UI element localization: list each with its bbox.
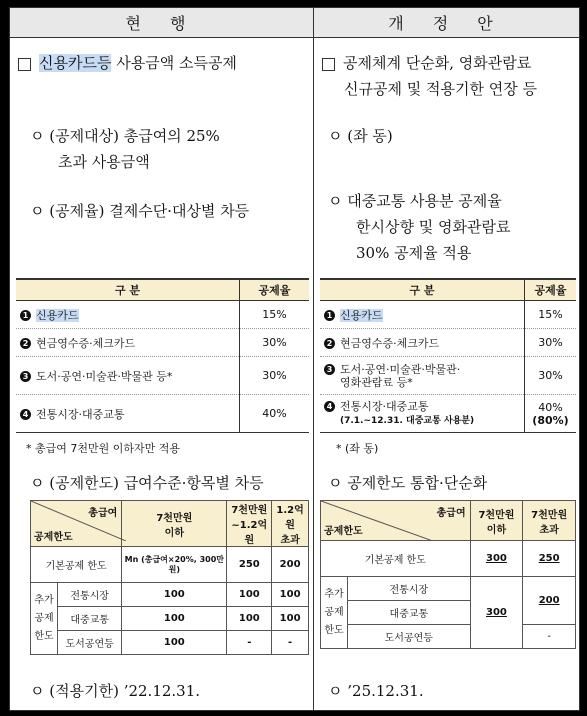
current-limit-table: 총급여 공제한도 7천만원 이하 7천만원 ~1.2억원 1.2억원 초과 기본공제 한도 Mn (총급여×20%, 300만원) 250 200 추가 공제 한도 전통시장 100 100 100 대중교통 100 100 100 도서공연등 100 - - xyxy=(30,500,309,655)
proposed-item-target: ㅇ (좌 동) xyxy=(328,127,393,145)
current-rate-table: 구 분 공제율 1 신용카드 15% 2 현금영수증·체크카드 30% 3 도서·공연·미술관·박물관 등* 30% 4 전통시장·대중교통 40% xyxy=(16,278,309,433)
table-row: 4 전통시장·대중교통 (7.1.~12.31. 대중교통 사용분) 40% (80%) xyxy=(320,395,576,433)
comparison-table xyxy=(9,7,580,711)
checkbox-square-icon xyxy=(322,58,335,71)
proposed-rate-table: 구 분 공제율 1 신용카드 15% 2 현금영수증·체크카드 30% 3 도서·공연·미술관·박물관· 영화관람료 등* 30% 4 전통시장·대중교통 (7.1.~12.31. 대중교통 사용분) 40% (80%) xyxy=(320,278,576,433)
current-item-target: ㅇ (공제대상) 총급여의 25% 초과 사용금액 xyxy=(30,127,220,171)
current-note: * 총급여 7천만원 이하자만 적용 xyxy=(26,442,180,455)
table-row: 1 신용카드 15% xyxy=(320,301,576,329)
current-limit-title: ㅇ (공제한도) 급여수준·항목별 차등 xyxy=(30,474,264,492)
proposed-title: 공제체계 단순화, 영화관람료 신규공제 및 적용기한 연장 등 xyxy=(322,50,537,102)
table-row: 2 현금영수증·체크카드 30% xyxy=(320,329,576,357)
table-row: 4 전통시장·대중교통 40% xyxy=(16,395,309,433)
current-header: 현 행 xyxy=(10,8,313,38)
table-row: 1 신용카드 15% xyxy=(16,301,309,329)
table-row: 3 도서·공연·미술관·박물관 등* 30% xyxy=(16,357,309,395)
proposed-note: * (좌 동) xyxy=(336,442,379,455)
proposed-limit-title: ㅇ 공제한도 통합·단순화 xyxy=(328,474,488,492)
column-divider xyxy=(313,8,314,710)
current-title-highlight: 신용카드등 xyxy=(39,54,112,72)
current-title xyxy=(18,50,237,76)
proposed-limit-table: 총급여 공제한도 7천만원 이하 7천만원 초과 기본공제 한도 300 250 추가 공제 한도 전통시장 300 200 대중교통 도서공연등 - xyxy=(320,500,576,649)
proposed-header: 개 정 안 xyxy=(314,8,579,38)
table-row: 2 현금영수증·체크카드 30% xyxy=(16,329,309,357)
current-expiry: ㅇ (적용기한) ’22.12.31. xyxy=(30,682,201,700)
proposed-expiry: ㅇ ’25.12.31. xyxy=(328,682,424,700)
table-row: 3 도서·공연·미술관·박물관· 영화관람료 등* 30% xyxy=(320,357,576,395)
current-title-text: 사용금액 소득공제 xyxy=(116,54,237,72)
checkbox-square-icon xyxy=(18,58,31,71)
proposed-item-rate: ㅇ 대중교통 사용분 공제율 한시상향 및 영화관람료 30% 공제율 적용 xyxy=(328,192,511,262)
current-item-rate: ㅇ (공제율) 결제수단·대상별 차등 xyxy=(30,202,250,220)
